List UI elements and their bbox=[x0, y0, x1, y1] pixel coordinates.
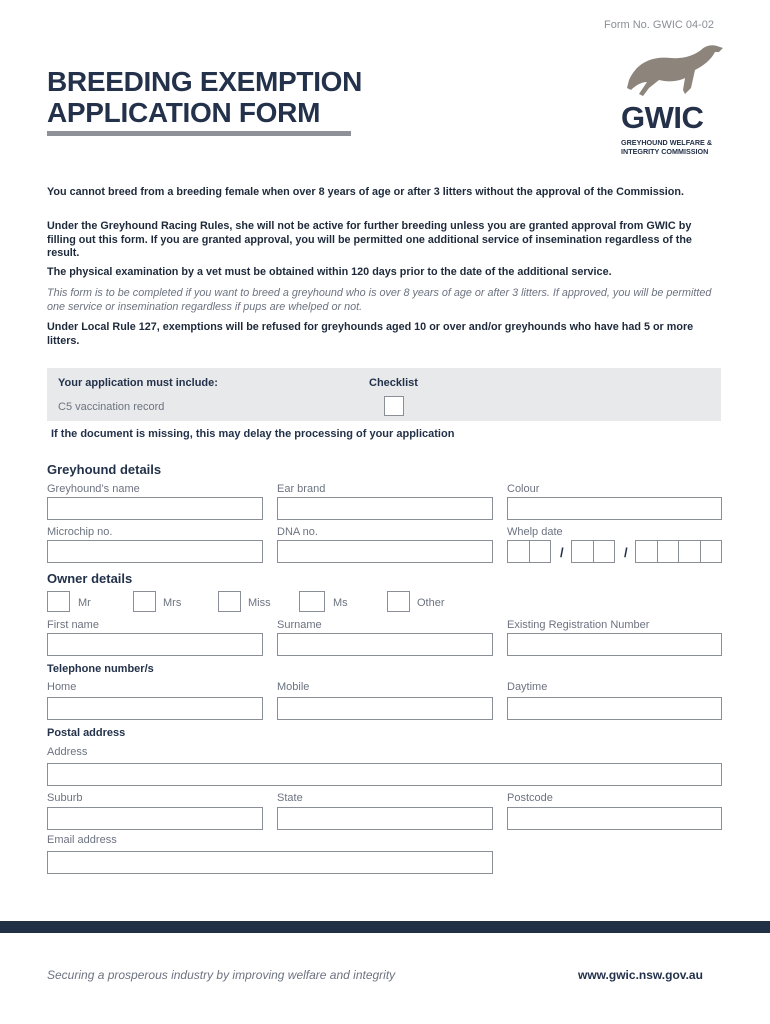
dna-input[interactable] bbox=[277, 540, 493, 563]
footer-url[interactable]: www.gwic.nsw.gov.au bbox=[578, 968, 703, 982]
owner-details-heading: Owner details bbox=[47, 571, 133, 586]
intro-paragraph-3: The physical examination by a vet must be obtained within 120 days prior to the date of the additional service. bbox=[47, 266, 612, 278]
suburb-input[interactable] bbox=[47, 807, 263, 830]
title-line-1: BREEDING EXEMPTION bbox=[47, 66, 363, 97]
whelp-year-input[interactable] bbox=[635, 540, 722, 563]
state-label: State bbox=[277, 792, 303, 804]
title-line-2: APPLICATION FORM bbox=[47, 97, 321, 128]
colour-input[interactable] bbox=[507, 497, 722, 520]
home-label: Home bbox=[47, 681, 77, 693]
checklist-heading: Your application must include: bbox=[58, 377, 218, 389]
first-name-label: First name bbox=[47, 619, 99, 631]
registration-input[interactable] bbox=[507, 633, 722, 656]
intro-paragraph-2: Under the Greyhound Racing Rules, she will not be active for further breeding unless you are granted approval from GWIC by filling out this form. If you are granted approval, you will be permitted one additional service of insemination regardless of the result. bbox=[47, 220, 692, 259]
date-separator: / bbox=[624, 545, 628, 560]
logo-subtitle: GREYHOUND WELFARE & INTEGRITY COMMISSION bbox=[621, 138, 713, 156]
ear-brand-input[interactable] bbox=[277, 497, 493, 520]
postal-address-heading: Postal address bbox=[47, 727, 126, 739]
address-label: Address bbox=[47, 746, 88, 758]
title-miss-label: Miss bbox=[248, 597, 271, 609]
daytime-phone-input[interactable] bbox=[507, 697, 722, 720]
greyhound-name-label: Greyhound’s name bbox=[47, 483, 140, 495]
checklist-note: If the document is missing, this may delay the processing of your application bbox=[51, 428, 455, 440]
mobile-label: Mobile bbox=[277, 681, 310, 693]
email-input[interactable] bbox=[47, 851, 493, 874]
checklist-column-heading: Checklist bbox=[369, 377, 418, 389]
intro-paragraph-4: This form is to be completed if you want to breed a greyhound who is over 8 years of age or after 3 litters. If approved, you will be permitted one service or insemination regardless if pups are whelped or not. bbox=[47, 287, 712, 313]
dna-label: DNA no. bbox=[277, 526, 318, 538]
form-number: Form No. GWIC 04-02 bbox=[604, 19, 715, 31]
suburb-label: Suburb bbox=[47, 792, 83, 804]
intro-paragraph-1: You cannot breed from a breeding female when over 8 years of age or after 3 litters without the approval of the Commission. bbox=[47, 186, 684, 198]
state-input[interactable] bbox=[277, 807, 493, 830]
title-mr-label: Mr bbox=[78, 597, 91, 609]
colour-label: Colour bbox=[507, 483, 540, 495]
surname-label: Surname bbox=[277, 619, 322, 631]
first-name-input[interactable] bbox=[47, 633, 263, 656]
checklist-item-label: C5 vaccination record bbox=[58, 401, 165, 413]
greyhound-name-input[interactable] bbox=[47, 497, 263, 520]
page-title bbox=[47, 66, 362, 128]
footer-tagline: Securing a prosperous industry by improving welfare and integrity bbox=[47, 968, 396, 982]
date-separator: / bbox=[560, 545, 564, 560]
footer-bar bbox=[0, 921, 770, 933]
surname-input[interactable] bbox=[277, 633, 493, 656]
title-mrs-checkbox[interactable] bbox=[133, 591, 156, 612]
microchip-label: Microchip no. bbox=[47, 526, 113, 538]
telephone-heading: Telephone number/s bbox=[47, 663, 154, 675]
logo-wordmark: GWIC bbox=[621, 100, 704, 135]
title-other-label: Other bbox=[417, 597, 445, 609]
title-miss-checkbox[interactable] bbox=[218, 591, 241, 612]
daytime-label: Daytime bbox=[507, 681, 548, 693]
email-label: Email address bbox=[47, 834, 117, 846]
title-mrs-label: Mrs bbox=[163, 597, 182, 609]
mobile-phone-input[interactable] bbox=[277, 697, 493, 720]
whelp-day-input[interactable] bbox=[507, 540, 551, 563]
intro-paragraph-5: Under Local Rule 127, exemptions will be refused for greyhounds aged 10 or over and/or greyhounds who have had 5 or more litters. bbox=[47, 321, 694, 347]
title-mr-checkbox[interactable] bbox=[47, 591, 70, 612]
title-ms-checkbox[interactable] bbox=[299, 591, 325, 612]
greyhound-details-heading: Greyhound details bbox=[47, 462, 162, 477]
title-other-checkbox[interactable] bbox=[387, 591, 410, 612]
whelp-month-input[interactable] bbox=[571, 540, 615, 563]
title-ms-label: Ms bbox=[333, 597, 348, 609]
address-input[interactable] bbox=[47, 763, 722, 786]
ear-brand-label: Ear brand bbox=[277, 483, 326, 495]
title-underline bbox=[47, 131, 351, 136]
postcode-label: Postcode bbox=[507, 792, 553, 804]
whelp-date-label: Whelp date bbox=[507, 526, 563, 538]
home-phone-input[interactable] bbox=[47, 697, 263, 720]
postcode-input[interactable] bbox=[507, 807, 722, 830]
c5-vaccination-checkbox[interactable] bbox=[384, 396, 404, 416]
registration-label: Existing Registration Number bbox=[507, 619, 650, 631]
microchip-input[interactable] bbox=[47, 540, 263, 563]
